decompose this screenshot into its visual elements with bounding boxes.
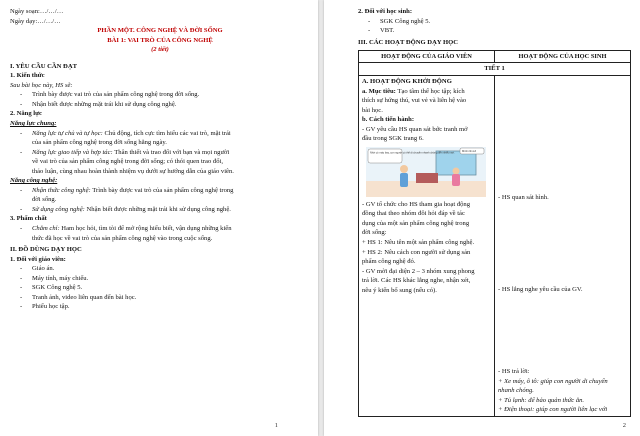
teacher-step: - GV yêu cầu HS quan sát bức tranh mở [362, 125, 468, 133]
student-activity-cell [495, 76, 631, 417]
teacher-activity-cell [359, 76, 495, 417]
teacher-step: + HS 1: Nêu tên một sản phẩm công nghệ. [362, 239, 475, 247]
section-materials: II. ĐỒ DÙNG DẠY HỌC [10, 246, 82, 254]
activities-table [358, 50, 631, 417]
teacher-material-item: - Phiếu học tập. [10, 302, 310, 312]
general-capability-item-cont: thảo luận, cùng nhau hoàn thành nhiệm vụ dưới sự hướng dẫn của giáo viên. [32, 167, 234, 175]
page-number: 2 [622, 421, 626, 429]
after-lesson-text: Sau bài học này, HS sẽ: [10, 81, 73, 89]
teacher-material-item: - SGK Công nghệ 5. [10, 283, 310, 293]
quality-item-cont: thức đã học về vai trò của sản phẩm công nghệ vào trong cuộc sống. [32, 234, 213, 242]
knowledge-item: - Trình bày được vai trò của sản phẩm công nghệ trong đời sống. [10, 90, 310, 100]
teacher-step: phẩm công nghệ đó. [362, 258, 416, 266]
teacher-step: dụng của một sản phẩm công nghệ trong [362, 219, 470, 227]
col-teacher-header: HOẠT ĐỘNG CỦA GIÁO VIÊN [359, 51, 495, 63]
tech-capability-item: - Sử dụng công nghệ: Nhận biết được những mặt trái khi sử dụng công nghệ. [10, 205, 310, 215]
teacher-step: trả lời. Các HS khác lắng nghe, nhận xét, [362, 277, 471, 285]
illustration-speech-left: Nhờ có máy bay, con người có thể di chuyển nhanh chóng đến nhiều nơi. [370, 151, 455, 155]
goal-line: bài học. [362, 106, 383, 114]
tech-capability-item-cont: đời sống. [32, 196, 57, 204]
document-page-2 [324, 0, 640, 436]
lesson-periods: (2 tiết) [151, 46, 169, 54]
teacher-step: - GV mời đại diện 2 – 3 nhóm xung phong [362, 267, 475, 275]
quality-item: - Chăm chỉ: Ham học hỏi, tìm tòi để mở rộng hiểu biết, vận dụng những kiến [10, 224, 310, 234]
teacher-material-item: - Máy tính, máy chiếu. [10, 274, 310, 284]
tech-capability-item: - Nhận thức công nghệ: Trình bày được vai trò của sản phẩm công nghệ trong [10, 186, 310, 196]
teacher-step: nêu ý kiến bổ sung (nếu có). [362, 286, 437, 294]
general-capability-item: - Năng lực giao tiếp và hợp tác: Thân thiết và trao đổi với bạn và mọi người [10, 148, 310, 158]
general-capability-item: - Năng lực tự chủ và tự học: Chủ động, tích cực tìm hiểu các vai trò, mặt trái [10, 129, 310, 139]
student-material-item: - VBT. [358, 26, 630, 36]
period-row: TIẾT 1 [359, 63, 631, 76]
subsection-teacher-materials: 1. Đối với giáo viên: [10, 255, 66, 263]
teacher-step: + HS 2: Nêu cách con người sử dụng sản [362, 248, 471, 256]
student-material-item: - SGK Công nghệ 5. [358, 17, 630, 27]
student-answer: + Xe máy, ô tô: giúp con người di chuyển [498, 377, 608, 385]
subsection-student-materials: 2. Đối với học sinh: [358, 8, 413, 15]
teacher-material-item: - Tranh ảnh, video liên quan đến bài học. [10, 293, 310, 303]
student-answer: + Điện thoại: giúp con người liên lạc với [498, 406, 608, 414]
illustration-speech-right: Mình rất vui! [462, 149, 477, 153]
general-capability-heading: Năng lực chung: [10, 120, 57, 128]
general-capability-item-cont: của sản phẩm công nghệ trong đời sống hằng ngày. [32, 139, 167, 147]
date-teach: Ngày dạy:…/…/… [10, 17, 61, 25]
teacher-step: đồng thai theo nhóm đôi hỏi đáp về tác [362, 210, 465, 218]
date-compose: Ngày soạn:…/…/… [10, 8, 64, 15]
goal-line: thích sự hứng thú, vui vẻ và liên hệ vào [362, 97, 467, 105]
document-page-1 [0, 0, 318, 436]
section-requirements: I. YÊU CẦU CẦN ĐẠT [10, 62, 77, 70]
howto-title: b. Cách tiến hành: [362, 116, 415, 124]
part-title: PHẦN MỘT. CÔNG NGHỆ VÀ ĐỜI SỐNG [97, 27, 223, 35]
tech-capability-heading: Năng công nghệ: [10, 177, 58, 185]
student-step: - HS quan sát hình. [498, 194, 549, 202]
teacher-material-item: - Giáo án. [10, 264, 310, 274]
student-step: - HS lắng nghe yêu cầu của GV. [498, 285, 583, 293]
general-capability-item-cont: về vai trò của sản phẩm công nghệ trong đời sống; có thói quen trao đổi, [32, 158, 223, 166]
teacher-step: - GV tổ chức cho HS tham gia hoạt động [362, 200, 471, 208]
student-step: - HS trả lời: [498, 368, 530, 376]
subsection-knowledge: 1. Kiến thức [10, 72, 45, 80]
student-answer: + Tủ lạnh: để bảo quản thức ăn. [498, 396, 585, 404]
section-activities: III. CÁC HOẠT ĐỘNG DẠY HỌC [358, 38, 459, 46]
activity-a-title: A. HOẠT ĐỘNG KHỞI ĐỘNG [362, 78, 452, 86]
teacher-step: đời sống: [362, 229, 387, 237]
student-answer: nhanh chóng. [498, 387, 534, 395]
goal-line: a. Mục tiêu: Tạo tâm thế học tập; kích [362, 87, 465, 95]
lesson-title: BÀI 1: VAI TRÒ CỦA CÔNG NGHỆ [107, 36, 213, 44]
teacher-step: đầu trong SGK trang 6. [362, 135, 424, 143]
subsection-qualities: 3. Phẩm chất [10, 215, 47, 223]
classroom-illustration [366, 147, 486, 197]
knowledge-item: - Nhận biết được những mặt trái khi sử dụng công nghệ. [10, 100, 310, 110]
subsection-capability: 2. Năng lực [10, 110, 42, 118]
page-number: 1 [274, 421, 278, 429]
col-student-header: HOẠT ĐỘNG CỦA HỌC SINH [495, 51, 631, 63]
